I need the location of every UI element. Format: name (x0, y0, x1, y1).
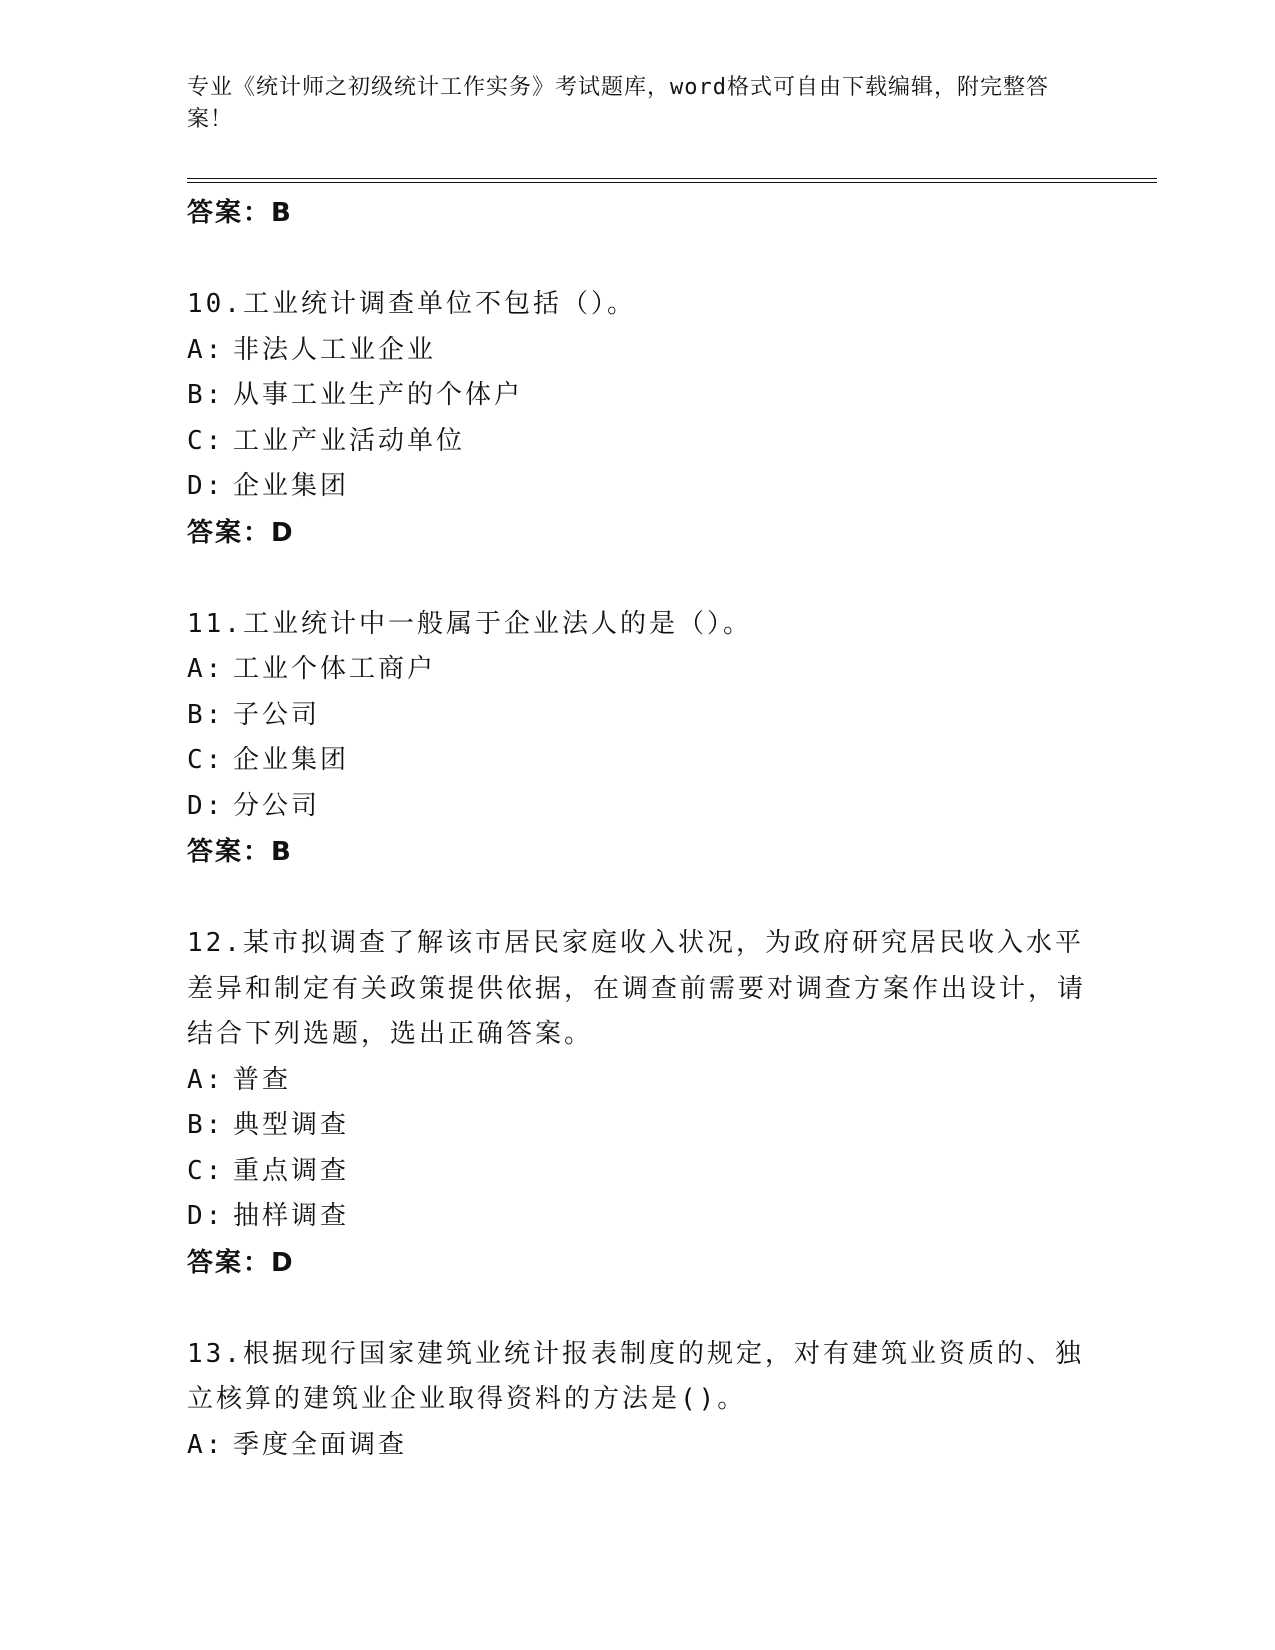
option-c (187, 419, 1087, 465)
answer-line: 答案：D (187, 517, 295, 548)
option-c (187, 738, 1087, 784)
option-letter: B: (187, 380, 225, 410)
question-list (187, 190, 1087, 1514)
option-text: 季度全面调查 (233, 1429, 408, 1460)
option-a (187, 328, 1087, 374)
option-text: 普查 (233, 1064, 292, 1095)
option-letter: C: (187, 745, 225, 775)
option-a (187, 1058, 1087, 1104)
option-a (187, 1423, 1087, 1469)
option-letter: D: (187, 471, 225, 501)
header-divider (187, 178, 1157, 183)
option-text: 非法人工业企业 (233, 334, 437, 365)
option-d (187, 464, 1087, 510)
question-text: 10.工业统计调查单位不包括（）。 (187, 289, 636, 319)
option-letter: A: (187, 654, 225, 684)
question-text: 13.根据现行国家建筑业统计报表制度的规定，对有建筑业资质的、独立核算的建筑业企业取得资料的方法是()。 (187, 1338, 1084, 1414)
option-a (187, 647, 1087, 693)
question-12 (187, 921, 1087, 1286)
option-letter: A: (187, 1429, 225, 1460)
option-text: 分公司 (233, 790, 321, 821)
option-text: 从事工业生产的个体户 (233, 380, 524, 410)
option-c (187, 1149, 1087, 1195)
question-text: 11.工业统计中一般属于企业法人的是（）。 (187, 608, 752, 639)
option-letter: A: (187, 334, 225, 365)
answer-line: 答案：B (187, 837, 293, 867)
option-text: 企业集团 (233, 745, 350, 775)
option-letter: B: (187, 699, 225, 730)
option-letter: B: (187, 1110, 225, 1140)
option-text: 工业个体工商户 (233, 654, 437, 684)
option-letter: C: (187, 1155, 225, 1186)
option-text: 抽样调查 (233, 1201, 350, 1231)
option-letter: D: (187, 790, 225, 821)
document-header: 专业《统计师之初级统计工作实务》考试题库，word格式可自由下载编辑，附完整答案！ (187, 75, 1049, 132)
question-text: 12.某市拟调查了解该市居民家庭收入状况，为政府研究居民收入水平差异和制定有关政策提供依据，在调查前需要对调查方案作出设计，请结合下列选题，选出正确答案。 (187, 928, 1087, 1049)
option-text: 工业产业活动单位 (233, 425, 466, 456)
question-13 (187, 1332, 1087, 1469)
option-letter: A: (187, 1064, 225, 1095)
option-letter: D: (187, 1201, 225, 1231)
question-10 (187, 282, 1087, 556)
document-page (187, 0, 1157, 1650)
answer-line: 答案：B (187, 198, 293, 228)
option-letter: C: (187, 425, 225, 456)
option-text: 企业集团 (233, 471, 350, 501)
question-11 (187, 602, 1087, 876)
answer-line: 答案：D (187, 1247, 295, 1278)
option-d (187, 784, 1087, 830)
option-text: 重点调查 (233, 1155, 350, 1186)
option-b (187, 373, 1087, 419)
option-text: 子公司 (233, 699, 321, 730)
option-d (187, 1194, 1087, 1240)
option-text: 典型调查 (233, 1110, 350, 1140)
option-b (187, 1103, 1087, 1149)
option-b (187, 693, 1087, 739)
